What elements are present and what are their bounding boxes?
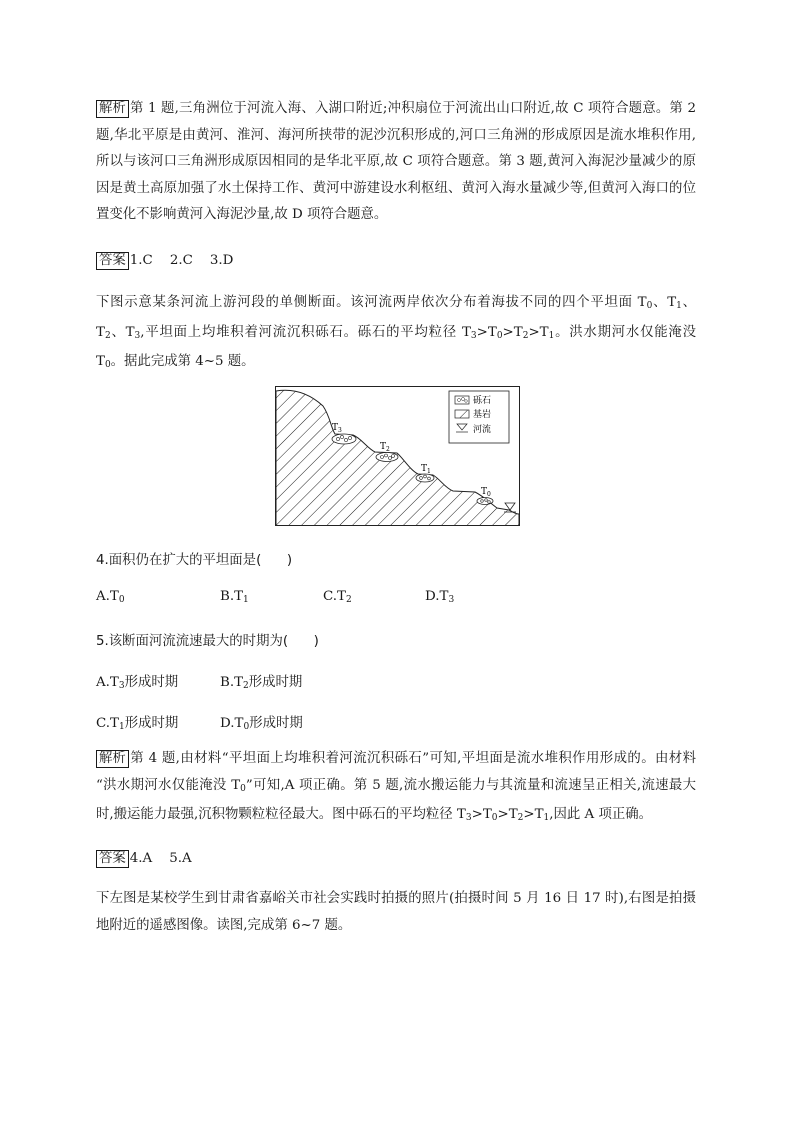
subscript: 2: [522, 330, 529, 341]
option-label: B.T: [220, 675, 244, 690]
option-label: C.T: [323, 589, 346, 604]
intro-text: >T: [528, 324, 549, 340]
question-intro-6-7: 下左图是某校学生到甘肃省嘉峪关市社会实践时拍摄的照片(拍摄时间 5 月 16 日 17 时),右图是拍摄地附近的遥感图像。读图,完成第 6~7 题。: [96, 891, 696, 933]
analysis-block-1: [96, 96, 696, 229]
intro-text: 。洪水期河水仅能淹没: [554, 324, 696, 340]
subscript: 1: [676, 301, 682, 311]
river-cross-section-figure: [275, 386, 520, 526]
analysis-text: ,因此 A 项正确。: [549, 807, 653, 822]
subscript: 0: [496, 330, 503, 341]
gravel-t3: [332, 434, 356, 444]
option-suffix: 形成时期: [124, 716, 179, 731]
legend-river-label: 河流: [473, 425, 492, 435]
q4-option-a: [96, 589, 125, 605]
intro-text: 、: [681, 295, 697, 310]
option-label: C.T: [96, 716, 119, 731]
intro-text: T: [96, 324, 105, 340]
q4-option-c: [323, 589, 352, 605]
option-suffix: 形成时期: [248, 675, 303, 690]
subscript: 1: [243, 595, 249, 605]
subscript: 0: [243, 722, 250, 732]
analysis-text: >T: [523, 807, 544, 822]
subscript: 3: [465, 813, 472, 823]
analysis-text: “洪水期河水仅能淹没 T: [96, 777, 241, 793]
option-label: A.T: [96, 675, 119, 690]
q5-option-c: [96, 712, 178, 732]
intro-text: ,平坦面上均堆积着河流沉积砾石。砾石的平均粒径 T: [140, 324, 471, 340]
analysis-text: 第 1 题,三角洲位于河流入海、入湖口附近;冲积扇位于河流出山口附近,故 C 项符合题意。第 2 题,华北平原是由黄河、淮河、海河所挟带的泥沙沉积形成的,河口三角洲的形成原因是流水堆积作用,所以与该河口三角洲形成原因相同的是华北平原,故 C 项符合题意。第 3 题,黄河入海泥沙量减少的原因是黄土高原加强了水土保持工作、黄河中游建设水利枢纽、黄河入海水量减少等,但黄河入海口的位置变化不影响黄河入海泥沙量,故 D 项符合题意。: [96, 101, 696, 222]
gravel-t1: [416, 474, 434, 482]
subscript: 0: [118, 595, 125, 605]
legend: [449, 391, 509, 443]
subscript: 0: [240, 783, 246, 794]
analysis-text: 时,搬运能力最强,沉积物颗粒粒径最大。图中砾石的平均粒径 T: [96, 807, 466, 822]
option-label: D.T: [425, 589, 449, 604]
answer-block-1: [96, 252, 233, 270]
subscript: 0: [104, 360, 111, 370]
label-t3: $T_3$: [332, 423, 342, 434]
option-label: D.T: [220, 716, 244, 731]
question-5-stem: 5.该断面河流流速最大的时期为( ): [96, 634, 319, 649]
subscript: 1: [118, 722, 125, 732]
legend-gravel-label: 砾石: [473, 396, 492, 406]
subscript: 0: [491, 813, 498, 823]
intro-text: 下图示意某条河流上游河段的单侧断面。该河流两岸依次分布着海拔不同的四个平坦面 T: [96, 295, 647, 310]
analysis-text: ”可知,A 项正确。第 5 题,流水搬运能力与其流量和流速呈正相关,流速最大: [245, 777, 696, 793]
analysis-text: 第 4 题,由材料“平坦面上均堆积着河流沉积砾石”可知,平坦面是流水堆积作用形成的。由材料: [129, 751, 696, 766]
intro-text: T: [96, 354, 105, 369]
q4-option-b: [220, 589, 249, 605]
subscript: 2: [243, 681, 249, 691]
bedrock-legend-icon: [455, 410, 469, 418]
subscript: 2: [345, 595, 352, 605]
subscript: 3: [470, 330, 477, 341]
answer-tag: 答案: [96, 850, 129, 868]
option-label: A.T: [96, 589, 119, 604]
label-t2: $T_2$: [380, 442, 390, 453]
question-4-stem: 4.面积仍在扩大的平坦面是( ): [96, 553, 293, 568]
subscript: 2: [104, 330, 111, 341]
subscript: 3: [448, 595, 455, 605]
label-t1: $T_1$: [421, 464, 431, 475]
q4-option-d: [425, 589, 454, 605]
option-label: B.T: [220, 589, 244, 604]
intro-text: 。据此完成第 4~5 题。: [110, 354, 255, 369]
legend-bedrock-label: 基岩: [473, 410, 492, 420]
intro-text: 、T: [110, 324, 135, 340]
intro-text: >T: [476, 324, 497, 340]
gravel-t0: [477, 498, 493, 505]
subscript: 0: [646, 301, 653, 311]
analysis-text: >T: [497, 807, 518, 822]
analysis-tag: 解析: [96, 100, 129, 118]
option-suffix: 形成时期: [249, 716, 303, 731]
analysis-tag: 解析: [96, 750, 129, 768]
subscript: 3: [118, 681, 125, 691]
analysis-text: >T: [471, 807, 492, 822]
answer-text: 4.A 5.A: [129, 851, 192, 866]
answer-tag: 答案: [96, 252, 129, 270]
q5-option-a: [96, 671, 178, 691]
answer-text: 1.C 2.C 3.D: [129, 253, 234, 268]
label-t0: $T_0$: [481, 487, 491, 498]
q5-option-b: [220, 671, 302, 691]
subscript: 3: [134, 330, 141, 341]
option-suffix: 形成时期: [124, 675, 179, 690]
subscript: 1: [548, 330, 555, 341]
subscript: 1: [543, 813, 550, 823]
intro-text: 、T: [652, 295, 677, 310]
intro-text: >T: [502, 324, 523, 340]
subscript: 2: [517, 813, 524, 823]
gravel-t2: [376, 453, 398, 462]
q5-option-d: [220, 712, 303, 732]
question-intro-4-5: [96, 290, 696, 379]
answer-block-2: [96, 850, 192, 868]
analysis-block-2: [96, 746, 696, 832]
